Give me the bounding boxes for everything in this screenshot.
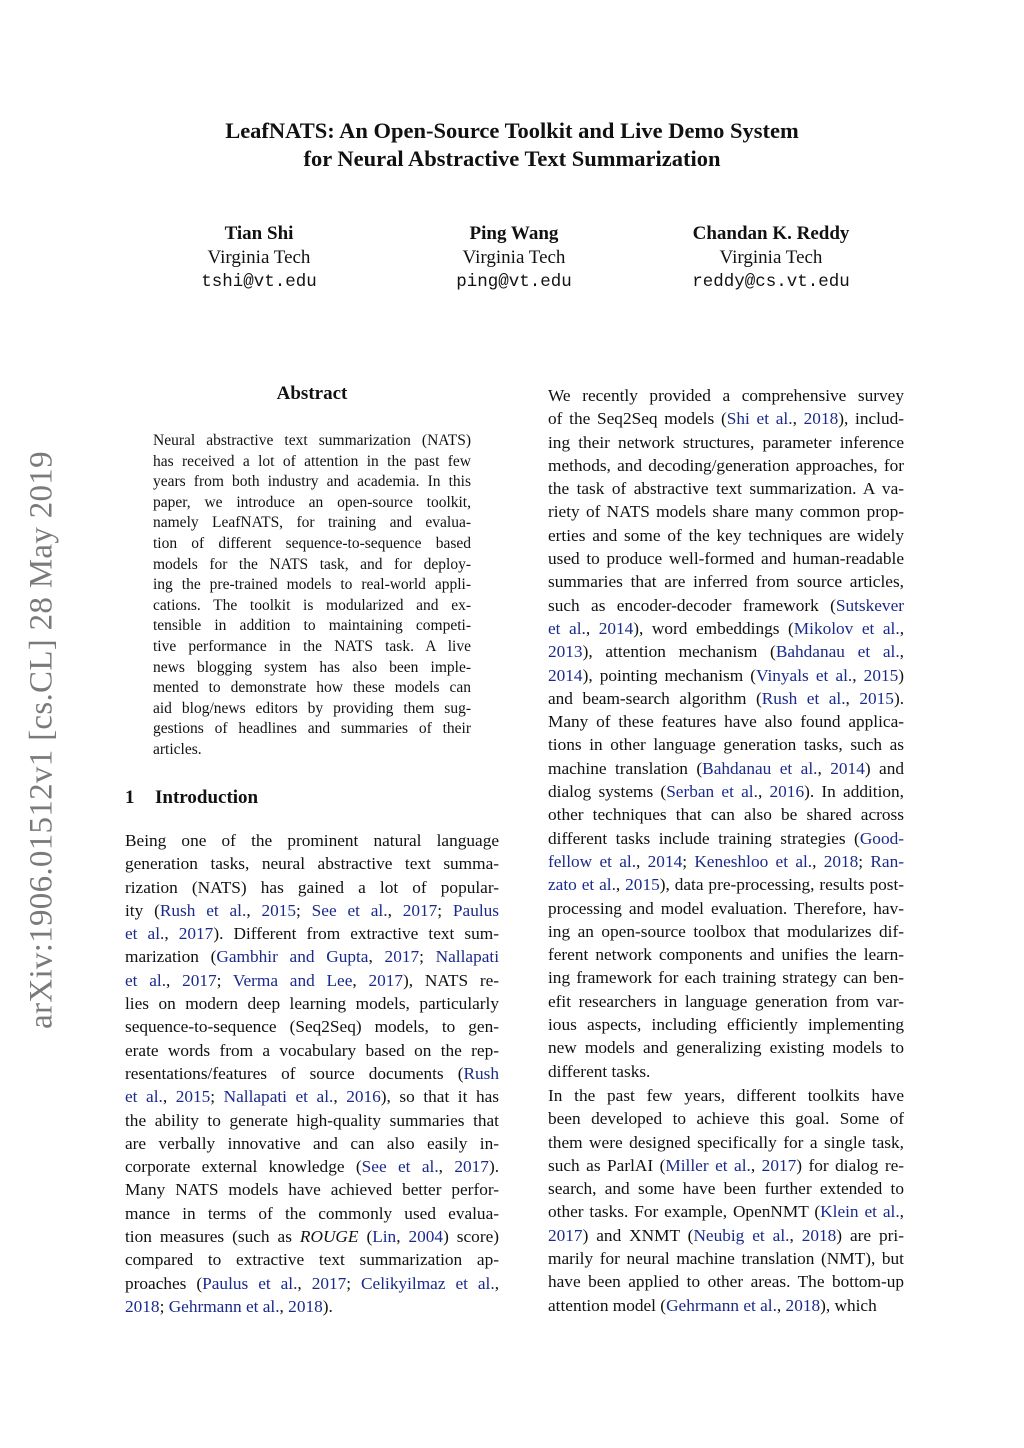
citation-link[interactable]: Paulus et al. [202,1273,298,1293]
author-email[interactable]: tshi@vt.edu [201,272,317,292]
text-segment: ) for dialog re- [796,1155,904,1175]
text-segment: corporate external knowledge ( [125,1157,362,1177]
text-line [529,1247,904,1270]
citation-link[interactable]: Keneshloo et al. [694,851,813,871]
citation-link[interactable]: 2017 [182,970,217,990]
text-line [529,757,904,780]
text-segment: erties and some of the key techniques are widely [548,525,904,545]
citation-link[interactable]: Miller et al. [665,1155,751,1175]
citation-link[interactable]: 2017 [454,1157,489,1177]
citation-link[interactable]: 2018 [125,1296,160,1316]
section-heading-introduction [125,787,258,809]
text-line [125,899,499,922]
citation-link[interactable]: 2014 [548,665,583,685]
text-segment: , [789,1225,802,1245]
abstract-line: ing the pre-trained models to real-world appli- [153,576,471,594]
abstract-line: aid blog/news editors by providing them sug- [153,699,471,717]
abstract-line: articles. [153,740,202,758]
text-line [125,1109,499,1132]
citation-link[interactable]: et al. [125,970,167,990]
text-segment: We recently provided a comprehensive survey [548,386,904,405]
text-line [529,1177,904,1200]
text-segment: , [899,642,904,662]
citation-link[interactable]: Mikolov et al. [793,618,900,638]
text-segment: In the past few years, different toolkits have [548,1086,904,1105]
citation-link[interactable]: 2004 [408,1227,444,1247]
text-segment: ) are pri- [836,1225,904,1245]
citation-link[interactable]: 2016 [346,1087,381,1107]
text-segment: ferent network components and unifies the learn- [548,945,904,965]
citation-link[interactable]: See et al. [311,900,388,920]
text-segment: lies on modern deep learning models, particularly [125,994,499,1014]
citation-link[interactable]: 2018 [803,409,839,429]
abstract-line: mented to demonstrate how these models can [153,679,471,697]
text-line [529,1036,904,1059]
text-segment: ). [488,1157,500,1177]
text-line [529,920,904,943]
text-segment: Being one of the prominent natural language [125,831,499,850]
title-line-2: for Neural Abstractive Text Summarization [303,146,721,171]
text-segment: ; [159,1296,169,1316]
citation-link[interactable]: 2018 [288,1296,323,1316]
text-line [529,500,904,523]
text-segment: summaries that are inferred from source articles, [548,572,904,592]
text-line [125,1248,499,1271]
text-line [529,1013,904,1036]
text-segment: different tasks. [548,1061,651,1081]
text-segment: , [899,618,905,638]
text-segment: ing framework for each training strategy can ben- [548,968,904,988]
text-segment: ; [437,900,453,920]
text-segment: rization (NATS) has gained a lot of popular- [125,877,499,897]
text-line [125,922,499,945]
text-line [529,780,904,803]
text-segment: ing their network structures, parameter inference [548,432,904,452]
text-segment: dialog systems ( [548,782,667,802]
text-line [529,827,904,850]
author-block-1 [119,222,399,294]
text-segment: ) and XNMT ( [582,1225,694,1245]
text-segment: different tasks include training strategies ( [548,828,860,848]
text-segment: , [494,1273,500,1293]
citation-link[interactable]: 2015 [261,900,297,920]
text-segment: search, and some have been further extended to [548,1179,904,1199]
text-segment: Many of these features have also found applica- [548,712,904,732]
text-segment: ). [893,688,905,708]
citation-link[interactable]: See et al. [361,1157,439,1177]
text-segment: tion measures (such as [125,1227,300,1247]
abstract-line: news blogging system has also been imple- [153,658,471,676]
text-segment: ; [296,900,312,920]
text-segment: used to produce well-formed and human-readable [548,549,904,569]
emphasis-text: ROUGE [299,1227,359,1247]
citation-link[interactable]: Verma and Lee [232,970,353,990]
text-segment: , [368,947,385,967]
text-segment: marily for neural machine translation (NMT), but [548,1249,904,1269]
text-segment: , [352,970,369,990]
text-segment: ity ( [125,900,160,920]
text-line [529,384,904,407]
text-segment: , [246,900,262,920]
citation-link[interactable]: Serban et al. [666,782,758,802]
text-segment: ), data pre-processing, results post- [659,875,905,895]
text-segment: sequence-to-sequence (Seq2Seq) models, to gen- [125,1017,499,1037]
text-segment: proaches ( [125,1273,203,1293]
citation-link[interactable]: Ran- [870,851,904,871]
text-segment: , [899,1202,904,1222]
citation-link[interactable]: Vinyals et al. [756,665,853,685]
text-line [529,640,904,663]
text-segment: , [852,665,864,685]
abstract-line: tensible in addition to maintaining competi- [153,617,471,635]
author-block-2 [374,222,654,294]
text-segment: , [162,1087,176,1107]
intro-paragraph-right-1 [529,384,904,1083]
text-segment: ). [322,1296,333,1316]
citation-link[interactable]: 2017 [178,924,214,944]
text-line [529,547,904,570]
abstract-body [153,431,471,761]
text-segment: , [396,1227,409,1247]
text-segment: tions in other language generation tasks, such as [548,735,904,755]
text-line [529,664,904,687]
citation-link[interactable]: 2015 [863,665,899,685]
text-line [125,1015,499,1038]
text-segment: been developed to achieve this goal. Some of [548,1109,904,1129]
citation-link[interactable]: Lin [372,1227,397,1247]
text-segment: , [297,1273,312,1293]
abstract-line: tive performance in the NATS task. A live [153,637,471,655]
abstract-heading: Abstract [276,383,348,404]
text-segment: , [792,409,804,429]
text-segment: them were designed specifically for a single task, [548,1132,904,1152]
author-email[interactable]: ping@vt.edu [456,272,572,292]
author-email[interactable]: reddy@cs.vt.edu [692,272,850,292]
citation-link[interactable]: 2018 [785,1295,821,1315]
citation-link[interactable]: fellow et al. [548,851,637,871]
citation-link[interactable]: 2014 [830,758,865,778]
text-segment: ), so that it has [380,1087,499,1107]
text-line [529,407,904,430]
citation-link[interactable]: Gehrmann et al. [666,1295,777,1315]
text-line [125,1155,499,1178]
text-segment: ( [358,1227,373,1247]
text-segment: other tasks. For example, OpenNMT ( [548,1202,821,1222]
text-segment: Many NATS models have achieved better perfor- [125,1180,499,1200]
text-line [125,1272,499,1295]
text-line [125,829,499,852]
text-segment: , [615,875,626,895]
text-segment: such as ParlAI ( [548,1155,666,1175]
citation-link[interactable]: et al. [125,1087,163,1107]
citation-link[interactable]: 2014 [647,851,683,871]
text-line [529,687,904,710]
text-segment: ), includ- [838,409,905,429]
text-segment: mance in terms of the commonly used evalua- [125,1203,499,1223]
text-line [529,477,904,500]
citation-link[interactable]: 2017 [311,1273,347,1293]
text-segment: , [279,1296,289,1316]
text-line [529,733,904,756]
text-line [125,852,499,875]
text-segment: ), NATS re- [403,970,500,990]
text-segment: , [750,1155,762,1175]
title-line-1: LeafNATS: An Open-Source Toolkit and Live Demo System [225,118,799,143]
text-line [125,1295,499,1318]
citation-link[interactable]: et al. [125,924,165,944]
citation-link[interactable]: 2017 [402,900,438,920]
text-line [125,1085,499,1108]
citation-link[interactable]: Rush et al. [159,900,247,920]
citation-link[interactable]: 2016 [769,782,805,802]
text-segment: , [387,900,403,920]
author-block-3 [631,222,911,294]
text-line [529,873,904,896]
text-line [529,1154,904,1177]
text-segment: ; [216,970,233,990]
text-line [529,431,904,454]
text-segment: , [438,1157,455,1177]
citation-link[interactable]: Rush et al. [761,688,846,708]
text-line [529,1131,904,1154]
abstract-line: Neural abstractive text summarization (NATS) [153,432,471,449]
text-segment: ), attention mechanism ( [582,642,776,662]
text-segment: ). In addition, [804,782,904,802]
text-line [529,943,904,966]
text-line [125,969,499,992]
text-line [529,1224,904,1247]
text-segment: are verbally innovative and can also easily in- [125,1133,499,1153]
text-line [529,710,904,733]
text-line [529,803,904,826]
text-line [125,1132,499,1155]
text-segment: ; [682,851,695,871]
text-segment: new models and generalizing existing models to [548,1038,904,1058]
text-segment: , [757,782,770,802]
text-segment: and beam-search algorithm ( [548,688,762,708]
text-line [529,850,904,873]
citation-link[interactable]: Gambhir and Gupta [216,947,369,967]
citation-link[interactable]: Rush [463,1063,499,1083]
text-segment: ), which [820,1295,877,1315]
abstract-line: gestions of headlines and summaries of their [153,720,471,738]
text-segment: , [636,851,648,871]
section-number: 1 [125,787,135,808]
text-line [125,1062,499,1085]
citation-link[interactable]: Celikyilmaz et al. [361,1273,495,1293]
text-segment: ; [346,1273,362,1293]
arxiv-identifier: arXiv:1906.01512v1 [cs.CL] 28 May 2019 [23,451,60,1029]
text-segment: ; [858,851,871,871]
text-segment: methods, and decoding/generation approaches, for [548,455,904,475]
text-segment: resentations/features of source documents ( [125,1063,464,1083]
text-line [125,1039,499,1062]
text-segment: , [164,924,179,944]
text-line [529,990,904,1013]
text-segment: marization ( [125,947,217,967]
text-segment: compared to extractive text summarization ap- [125,1250,499,1270]
text-segment: the ability to generate high-quality summaries that [125,1110,499,1130]
abstract-line: years from both industry and academia. In this [153,473,471,491]
author-affiliation: Virginia Tech [462,247,566,268]
citation-link[interactable]: 2015 [175,1087,211,1107]
citation-link[interactable]: zato et al. [548,875,616,895]
text-segment: machine translation ( [548,758,703,778]
text-segment: ) score) [443,1227,500,1247]
author-name: Ping Wang [469,223,559,244]
text-segment: ) [898,665,904,685]
citation-link[interactable]: Paulus [452,900,500,920]
text-segment: generation tasks, neural abstractive text summa- [125,854,499,874]
text-segment: ). Different from extractive text sum- [213,924,499,944]
text-segment: , [333,1087,347,1107]
text-segment: , [776,1295,786,1315]
text-line [529,454,904,477]
citation-link[interactable]: 2018 [823,851,859,871]
text-segment: other techniques that can also be shared across [548,805,904,825]
abstract-line: has received a lot of attention in the past few [153,452,471,470]
abstract-line: tion of different sequence-to-sequence based [153,534,471,552]
citation-link[interactable]: Gehrmann et al. [168,1296,280,1316]
text-segment: , [845,688,860,708]
citation-link[interactable]: 2017 [548,1225,583,1245]
text-line [529,1107,904,1130]
citation-link[interactable]: Bahdanau et al. [702,758,818,778]
citation-link[interactable]: Klein et al. [820,1202,900,1222]
citation-link[interactable]: 2014 [598,618,634,638]
text-segment: ; [210,1087,224,1107]
text-line [125,945,499,968]
text-segment: processing and model evaluation. Therefore, hav- [548,898,904,918]
text-segment: have been applied to other areas. The bottom-up [548,1272,904,1292]
author-name: Chandan K. Reddy [692,223,850,244]
intro-paragraph-left [125,829,499,1318]
citation-link[interactable]: et al. [548,618,586,638]
abstract-line: paper, we introduce an open-source toolkit, [153,493,471,511]
text-line [529,1084,904,1107]
citation-link[interactable]: Nallapati [435,947,499,967]
text-segment: , [166,970,183,990]
text-segment: of the Seq2Seq models ( [548,409,727,429]
text-line [125,876,499,899]
text-segment: such as encoder-decoder framework ( [548,595,836,615]
citation-link[interactable]: 2015 [625,875,660,895]
text-line [529,1294,904,1317]
section-title: Introduction [155,787,259,808]
text-line [529,1200,904,1223]
text-line [529,524,904,547]
abstract-line: namely LeafNATS, for training and evalua- [153,514,471,532]
text-line [125,1178,499,1201]
text-segment: ; [419,947,436,967]
abstract-line: cations. The toolkit is modularized and ex- [153,596,471,614]
citation-link[interactable]: 2017 [761,1155,797,1175]
intro-paragraph-right-2 [529,1084,904,1317]
author-affiliation: Virginia Tech [719,247,823,268]
citation-link[interactable]: Neubig et al. [693,1225,790,1245]
text-line [529,966,904,989]
text-line [529,617,904,640]
text-segment: , [585,618,599,638]
citation-link[interactable]: Shi et al. [726,409,793,429]
citation-link[interactable]: Good- [859,828,904,848]
citation-link[interactable]: 2015 [859,688,894,708]
text-line [529,897,904,920]
text-line [125,1202,499,1225]
citation-link[interactable]: Bahdanau et al. [775,642,900,662]
author-name: Tian Shi [224,223,294,244]
text-segment: ing an open-source toolbox that modularizes dif- [548,921,904,941]
text-segment: the task of abstractive text summarization. A va- [548,479,904,499]
paper-title [0,117,1024,173]
citation-link[interactable]: Sutskever [835,595,904,615]
text-segment: attention model ( [548,1295,667,1315]
text-segment: efit researchers in language generation from var- [548,991,904,1011]
text-segment: ), pointing mechanism ( [582,665,757,685]
text-line [125,992,499,1015]
text-line [529,1060,904,1083]
text-line [125,1225,499,1248]
text-segment: , [812,851,824,871]
text-segment: ) and [864,758,904,778]
text-segment: riety of NATS models share many common prop- [548,502,904,522]
text-segment: , [817,758,831,778]
text-line [529,594,904,617]
citation-link[interactable]: Nallapati et al. [223,1087,334,1107]
citation-link[interactable]: 2017 [368,970,404,990]
author-affiliation: Virginia Tech [207,247,311,268]
citation-link[interactable]: 2013 [548,642,583,662]
abstract-line: models for the NATS task, and for deploy- [153,555,471,573]
text-segment: ), word embeddings ( [633,618,794,638]
citation-link[interactable]: 2018 [801,1225,837,1245]
text-line [529,570,904,593]
citation-link[interactable]: 2017 [384,947,420,967]
text-segment: ious aspects, including efficiently implementing [548,1015,904,1035]
text-segment: erate words from a vocabulary based on the rep- [125,1040,499,1060]
text-line [529,1270,904,1293]
